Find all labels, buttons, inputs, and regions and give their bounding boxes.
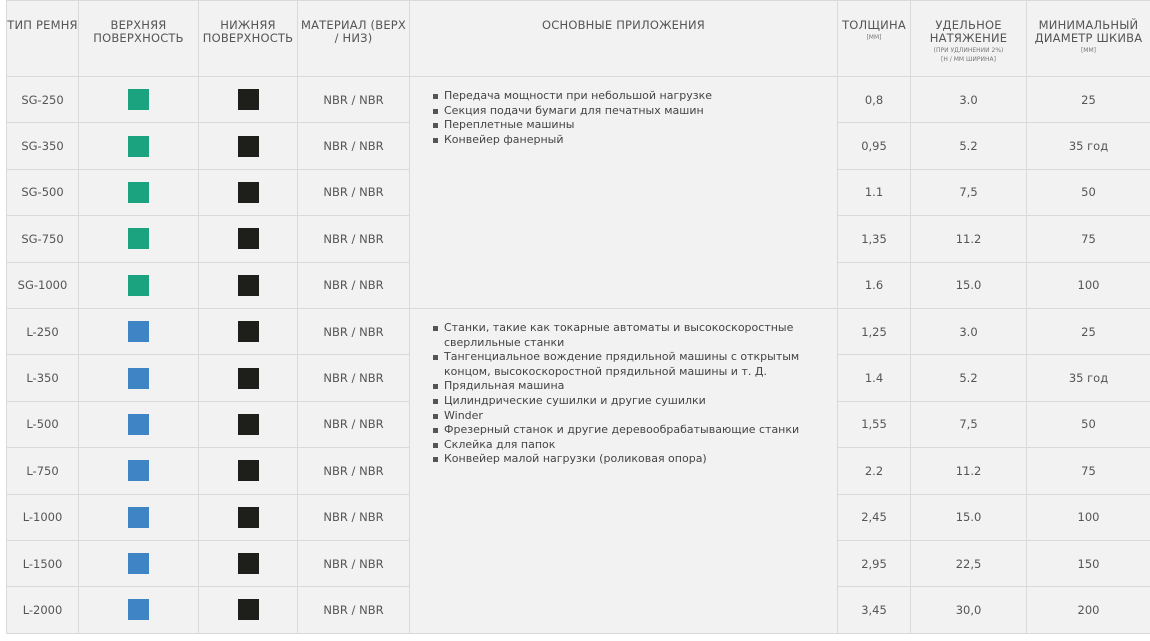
material-cell: NBR / NBR bbox=[298, 587, 410, 633]
top-surface-swatch bbox=[128, 414, 149, 435]
header-bottom-surface: НИЖНЯЯ ПОВЕРХНОСТЬ bbox=[199, 1, 298, 77]
applications-list bbox=[432, 321, 827, 467]
material-cell: NBR / NBR bbox=[298, 448, 410, 494]
header-tension: УДЕЛЬНОЕ НАТЯЖЕНИЕ (ПРИ УДЛИНЕНИИ 2%) [Н / ММ ШИРИНА] bbox=[911, 1, 1027, 77]
top-surface-swatch bbox=[128, 321, 149, 342]
top-surface-swatch bbox=[128, 507, 149, 528]
thickness-cell: 1.6 bbox=[838, 262, 911, 308]
material-cell: NBR / NBR bbox=[298, 355, 410, 401]
application-item: Тангенциальное вождение прядильной машины с открытым концом, высокоскоростной прядильной машины и т. Д. bbox=[432, 350, 827, 379]
thickness-cell: 1,55 bbox=[838, 401, 911, 447]
belt-type-cell: SG-1000 bbox=[7, 262, 79, 308]
diameter-cell: 50 bbox=[1027, 169, 1150, 215]
bottom-surface-cell bbox=[199, 123, 298, 169]
applications-cell bbox=[410, 77, 838, 309]
diameter-cell: 100 bbox=[1027, 494, 1150, 540]
bottom-surface-cell bbox=[199, 401, 298, 447]
diameter-cell: 100 bbox=[1027, 262, 1150, 308]
applications-cell bbox=[410, 308, 838, 633]
application-item: Конвейер фанерный bbox=[432, 133, 827, 148]
bottom-surface-swatch bbox=[238, 321, 259, 342]
belt-type-cell: L-1000 bbox=[7, 494, 79, 540]
belt-type-cell: SG-500 bbox=[7, 169, 79, 215]
top-surface-cell bbox=[79, 308, 199, 354]
thickness-cell: 0,8 bbox=[838, 77, 911, 123]
thickness-unit: [ММ] bbox=[866, 34, 882, 41]
bottom-surface-swatch bbox=[238, 599, 259, 620]
belt-type-cell: SG-750 bbox=[7, 216, 79, 262]
bottom-surface-cell bbox=[199, 494, 298, 540]
bottom-surface-swatch bbox=[238, 414, 259, 435]
top-surface-swatch bbox=[128, 136, 149, 157]
top-surface-swatch bbox=[128, 275, 149, 296]
table-body bbox=[7, 77, 1150, 634]
table-row bbox=[7, 77, 1150, 123]
top-surface-cell bbox=[79, 123, 199, 169]
bottom-surface-swatch bbox=[238, 136, 259, 157]
diameter-cell: 75 bbox=[1027, 448, 1150, 494]
top-surface-cell bbox=[79, 262, 199, 308]
thickness-cell: 0,95 bbox=[838, 123, 911, 169]
diameter-unit: [ММ] bbox=[1080, 47, 1097, 54]
applications-list bbox=[432, 89, 827, 147]
application-item: Секция подачи бумаги для печатных машин bbox=[432, 104, 827, 119]
top-surface-cell bbox=[79, 355, 199, 401]
tension-cell: 15.0 bbox=[911, 494, 1027, 540]
bottom-surface-cell bbox=[199, 587, 298, 633]
top-surface-swatch bbox=[128, 89, 149, 110]
diameter-cell: 35 год bbox=[1027, 355, 1150, 401]
header-row bbox=[7, 1, 1150, 77]
material-cell: NBR / NBR bbox=[298, 540, 410, 586]
thickness-cell: 1.4 bbox=[838, 355, 911, 401]
tension-unit: [Н / ММ ШИРИНА] bbox=[941, 56, 996, 63]
bottom-surface-cell bbox=[199, 262, 298, 308]
thickness-cell: 1,35 bbox=[838, 216, 911, 262]
diameter-cell: 25 bbox=[1027, 308, 1150, 354]
thickness-cell: 2.2 bbox=[838, 448, 911, 494]
top-surface-swatch bbox=[128, 599, 149, 620]
application-item: Передача мощности при небольшой нагрузке bbox=[432, 89, 827, 104]
header-thickness: ТОЛЩИНА [ММ] bbox=[838, 1, 911, 77]
top-surface-swatch bbox=[128, 228, 149, 249]
application-item: Winder bbox=[432, 409, 827, 424]
tension-cell: 3.0 bbox=[911, 308, 1027, 354]
top-surface-swatch bbox=[128, 553, 149, 574]
top-surface-cell bbox=[79, 169, 199, 215]
bottom-surface-swatch bbox=[238, 553, 259, 574]
thickness-cell: 2,95 bbox=[838, 540, 911, 586]
thickness-cell: 2,45 bbox=[838, 494, 911, 540]
table-row bbox=[7, 308, 1150, 354]
header-top-surface: ВЕРХНЯЯ ПОВЕРХНОСТЬ bbox=[79, 1, 199, 77]
tension-cell: 22,5 bbox=[911, 540, 1027, 586]
bottom-surface-cell bbox=[199, 540, 298, 586]
header-belt-type: ТИП РЕМНЯ bbox=[7, 1, 79, 77]
application-item: Цилиндрические сушилки и другие сушилки bbox=[432, 394, 827, 409]
bottom-surface-cell bbox=[199, 308, 298, 354]
diameter-cell: 50 bbox=[1027, 401, 1150, 447]
top-surface-swatch bbox=[128, 182, 149, 203]
material-cell: NBR / NBR bbox=[298, 123, 410, 169]
diameter-cell: 25 bbox=[1027, 77, 1150, 123]
bottom-surface-cell bbox=[199, 77, 298, 123]
top-surface-cell bbox=[79, 540, 199, 586]
application-item: Фрезерный станок и другие деревообрабатывающие станки bbox=[432, 423, 827, 438]
bottom-surface-swatch bbox=[238, 89, 259, 110]
header-pulley-diameter: МИНИМАЛЬНЫЙ ДИАМЕТР ШКИВА [ММ] bbox=[1027, 1, 1150, 77]
bottom-surface-cell bbox=[199, 169, 298, 215]
top-surface-cell bbox=[79, 587, 199, 633]
top-surface-cell bbox=[79, 401, 199, 447]
diameter-cell: 200 bbox=[1027, 587, 1150, 633]
tension-cell: 3.0 bbox=[911, 77, 1027, 123]
tension-cell: 11.2 bbox=[911, 216, 1027, 262]
tension-cell: 30,0 bbox=[911, 587, 1027, 633]
top-surface-cell bbox=[79, 216, 199, 262]
application-item: Конвейер малой нагрузки (роликовая опора) bbox=[432, 452, 827, 467]
tension-cell: 5.2 bbox=[911, 123, 1027, 169]
material-cell: NBR / NBR bbox=[298, 262, 410, 308]
tension-cell: 7,5 bbox=[911, 169, 1027, 215]
material-cell: NBR / NBR bbox=[298, 494, 410, 540]
belt-type-cell: L-2000 bbox=[7, 587, 79, 633]
application-item: Станки, такие как токарные автоматы и высокоскоростные сверлильные станки bbox=[432, 321, 827, 350]
belt-type-cell: L-750 bbox=[7, 448, 79, 494]
material-cell: NBR / NBR bbox=[298, 308, 410, 354]
bottom-surface-swatch bbox=[238, 228, 259, 249]
bottom-surface-swatch bbox=[238, 182, 259, 203]
belt-type-cell: L-250 bbox=[7, 308, 79, 354]
belt-spec-table bbox=[6, 0, 1150, 634]
belt-type-cell: SG-250 bbox=[7, 77, 79, 123]
bottom-surface-cell bbox=[199, 448, 298, 494]
bottom-surface-cell bbox=[199, 355, 298, 401]
bottom-surface-swatch bbox=[238, 507, 259, 528]
thickness-cell: 1.1 bbox=[838, 169, 911, 215]
thickness-cell: 1,25 bbox=[838, 308, 911, 354]
material-cell: NBR / NBR bbox=[298, 401, 410, 447]
top-surface-cell bbox=[79, 77, 199, 123]
diameter-cell: 35 год bbox=[1027, 123, 1150, 169]
bottom-surface-cell bbox=[199, 216, 298, 262]
thickness-cell: 3,45 bbox=[838, 587, 911, 633]
header-applications: ОСНОВНЫЕ ПРИЛОЖЕНИЯ bbox=[410, 1, 838, 77]
tension-note: (ПРИ УДЛИНЕНИИ 2%) bbox=[933, 47, 1004, 54]
application-item: Прядильная машина bbox=[432, 379, 827, 394]
bottom-surface-swatch bbox=[238, 275, 259, 296]
belt-type-cell: L-500 bbox=[7, 401, 79, 447]
belt-type-cell: SG-350 bbox=[7, 123, 79, 169]
application-item: Склейка для папок bbox=[432, 438, 827, 453]
material-cell: NBR / NBR bbox=[298, 216, 410, 262]
belt-type-cell: L-350 bbox=[7, 355, 79, 401]
tension-cell: 7,5 bbox=[911, 401, 1027, 447]
tension-cell: 5.2 bbox=[911, 355, 1027, 401]
top-surface-cell bbox=[79, 448, 199, 494]
material-cell: NBR / NBR bbox=[298, 169, 410, 215]
application-item: Переплетные машины bbox=[432, 118, 827, 133]
tension-cell: 15.0 bbox=[911, 262, 1027, 308]
diameter-cell: 75 bbox=[1027, 216, 1150, 262]
diameter-cell: 150 bbox=[1027, 540, 1150, 586]
bottom-surface-swatch bbox=[238, 460, 259, 481]
top-surface-swatch bbox=[128, 460, 149, 481]
belt-type-cell: L-1500 bbox=[7, 540, 79, 586]
top-surface-cell bbox=[79, 494, 199, 540]
tension-cell: 11.2 bbox=[911, 448, 1027, 494]
top-surface-swatch bbox=[128, 368, 149, 389]
material-cell: NBR / NBR bbox=[298, 77, 410, 123]
header-material: МАТЕРИАЛ (ВЕРХ / НИЗ) bbox=[298, 1, 410, 77]
bottom-surface-swatch bbox=[238, 368, 259, 389]
